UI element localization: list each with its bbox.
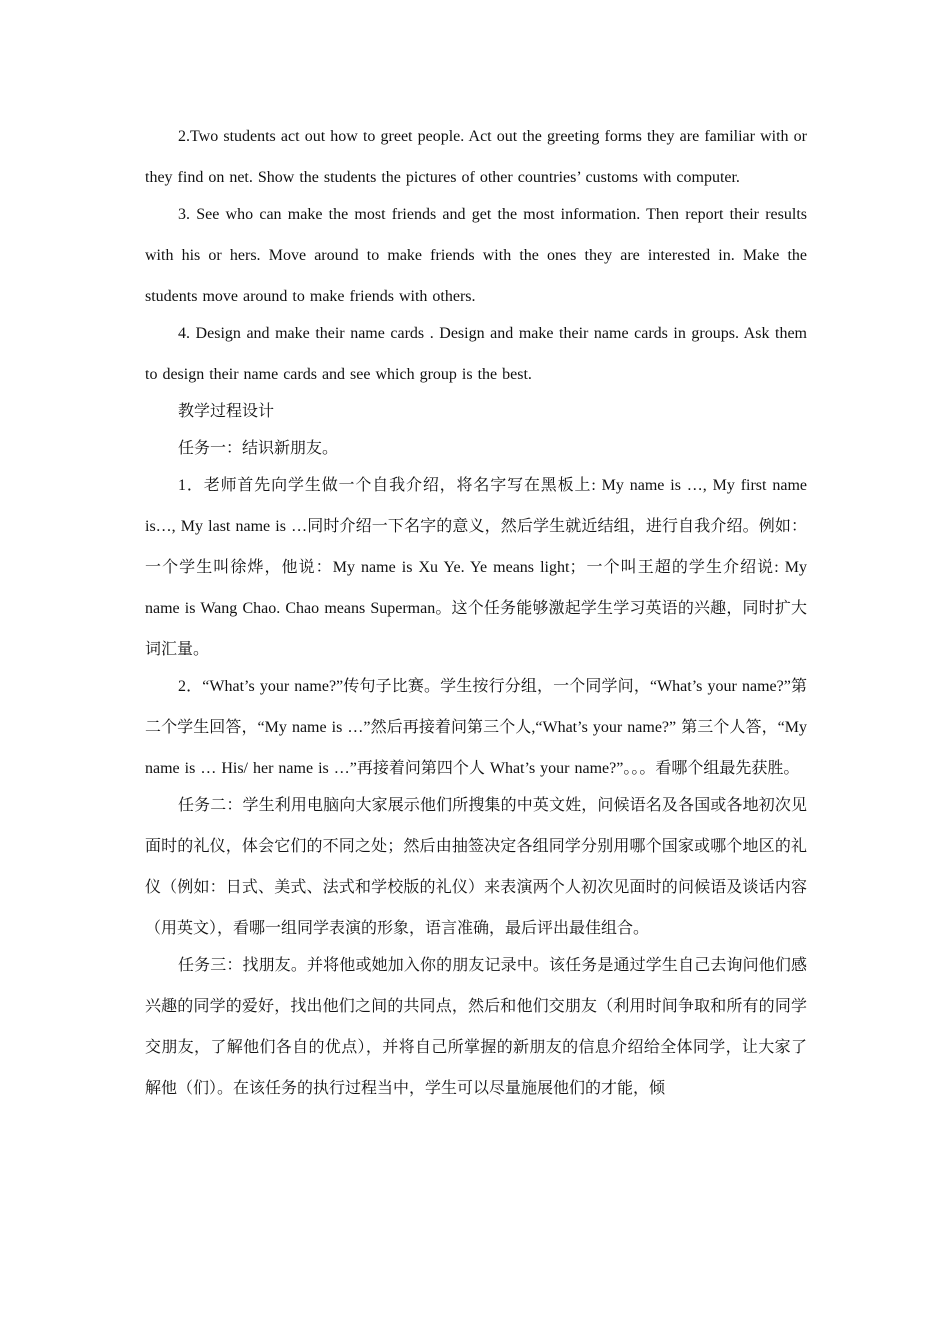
paragraph-activity-2: 2.Two students act out how to greet people. Act out the greeting forms they are familiar with or they find on net. Show the students the pictures of other countries’ customs with computer. bbox=[145, 128, 807, 186]
task-1-step-1: 1．老师首先向学生做一个自我介绍，将名字写在黑板上: My name is …, My first name is…, My last name is …同时介绍一下名字的意义，然后学生就近结组，进行自我介绍。例如：一个学生叫徐烨，他说：My name is Xu Ye. Ye means light；一个叫王超的学生介绍说: My name is Wang Chao. Chao means Superman。这个任务能够激起学生学习英语的兴趣，同时扩大词汇量。 bbox=[145, 477, 807, 658]
task-1-heading: 任务一：结识新朋友。 bbox=[178, 440, 339, 457]
task-2-paragraph: 任务二：学生利用电脑向大家展示他们所搜集的中英文姓，问候语名及各国或各地初次见面时的礼仪，体会它们的不同之处；然后由抽签决定各组同学分别用哪个国家或哪个地区的礼仪（例如：日式、美式、法式和学校版的礼仪）来表演两个人初次见面时的问候语及谈话内容（用英文），看哪一组同学表演的形象，语言准确，最后评出最佳组合。 bbox=[145, 797, 807, 937]
paragraph-activity-4: 4. Design and make their name cards . Design and make their name cards in groups. Ask them to design their name cards and see which group is the best. bbox=[145, 325, 807, 383]
paragraph-activity-3: 3. See who can make the most friends and get the most information. Then report their results with his or hers. Move around to make friends with the ones they are interested in. Make the students move around to make friends with others. bbox=[145, 206, 807, 305]
document-body bbox=[145, 116, 807, 1109]
task-3-paragraph: 任务三：找朋友。并将他或她加入你的朋友记录中。该任务是通过学生自己去询问他们感兴趣的同学的爱好，找出他们之间的共同点，然后和他们交朋友（利用时间争取和所有的同学交朋友，了解他们各自的优点），并将自己所掌握的新朋友的信息介绍给全体同学，让大家了解他（们）。在该任务的执行过程当中，学生可以尽量施展他们的才能，倾 bbox=[145, 957, 807, 1097]
section-heading-teaching-process: 教学过程设计 bbox=[178, 403, 275, 420]
task-1-step-2: 2．“What’s your name?”传句子比赛。学生按行分组，一个同学问，“What’s your name?”第二个学生回答，“My name is …”然后再接着问第三个人,“What’s your name?” 第三个人答，“My name is … His/ her name is …”再接着问第四个人 What’s your name?”。。。看哪个组最先获胜。 bbox=[145, 678, 807, 777]
